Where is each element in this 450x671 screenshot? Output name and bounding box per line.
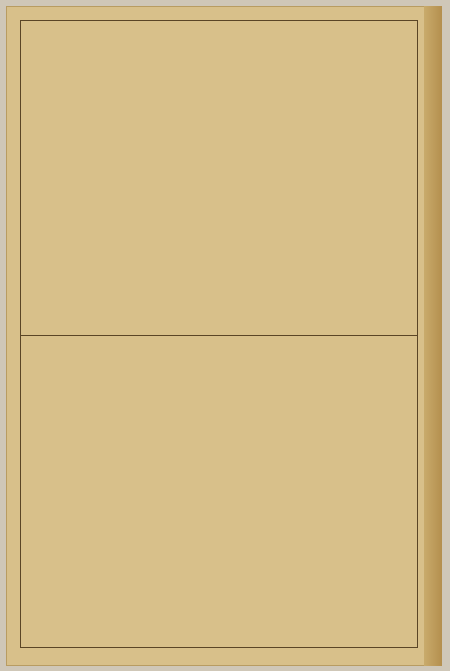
- page-spine: [424, 6, 442, 666]
- upper-text-block: [21, 21, 417, 335]
- text-frame: [20, 20, 418, 648]
- lower-text-block: [21, 335, 417, 649]
- book-page: [6, 6, 442, 666]
